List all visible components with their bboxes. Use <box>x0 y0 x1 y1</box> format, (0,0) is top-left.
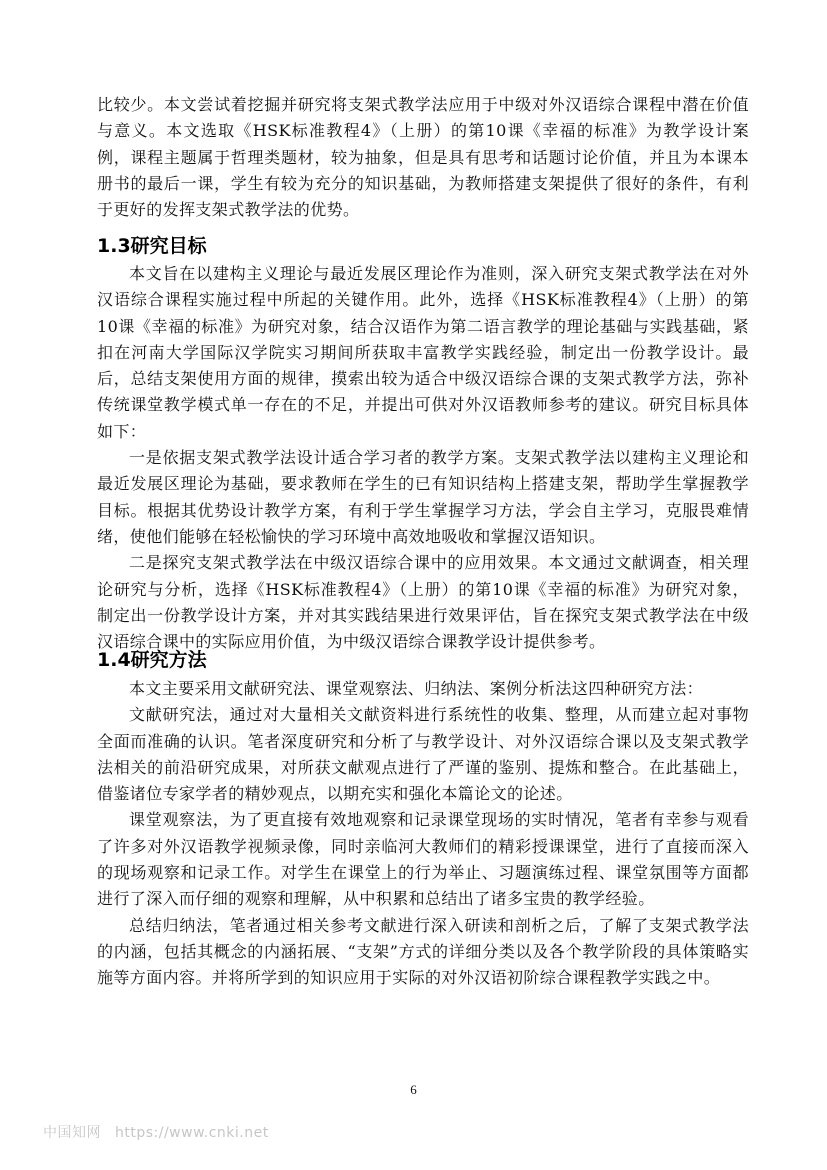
paragraph: 本文旨在以建构主义理论与最近发展区理论作为准则，深入研究支架式教学法在对外汉语综合课程实施过程中所起的关键作用。此外，选择《HSK标准教程4》（上册）的第10课《幸福的标准》为研究对象，结合汉语作为第二语言教学的理论基础与实践基础，紧扣在河南大学国际汉学院实习期间所获取丰富教学实践经验，制定出一份教学设计。最后，总结支架使用方面的规律，摸索出较为适合中级汉语综合课的支架式教学方法，弥补传统课堂教学模式单一存在的不足，并提出可供对外汉语教师参考的建议。研究目标具体如下： <box>97 264 749 441</box>
paragraph: 文献研究法，通过对大量相关文献资料进行系统性的收集、整理，从而建立起对事物全面而准确的认识。笔者深度研究和分析了与教学设计、对外汉语综合课以及支架式教学法相关的前沿研究成果，对所获文献观点进行了严谨的鉴别、提炼和整合。在此基础上，借鉴诸位专家学者的精妙观点，以期充实和强化本篇论文的论述。 <box>97 705 749 804</box>
section-heading-1-4: 1.4研究方法 <box>97 649 207 671</box>
paragraph: 总结归纳法，笔者通过相关参考文献进行深入研读和剖析之后，了解了支架式教学法的内涵，包括其概念的内涵拓展、“支架”方式的详细分类以及各个教学阶段的具体策略实施等方面内容。并将所学到的知识应用于实际的对外汉语初阶综合课程教学实践之中。 <box>97 915 749 988</box>
paragraph: 本文主要采用文献研究法、课堂观察法、归纳法、案例分析法这四种研究方法： <box>129 679 704 698</box>
paragraph: 一是依据支架式教学法设计适合学习者的教学方案。支架式教学法以建构主义理论和最近发展区理论为基础，要求教师在学生的已有知识结构上搭建支架，帮助学生掌握教学目标。根据其优势设计教学方案，有利于学生掌握学习方法，学会自主学习，克服畏难情绪，使他们能够在轻松愉快的学习环境中高效地吸收和掌握汉语知识。 <box>97 448 749 546</box>
paragraph: 二是探究支架式教学法在中级汉语综合课中的应用效果。本文通过文献调查，相关理论研究与分析，选择《HSK标准教程4》（上册）的第10课《幸福的标准》为研究对象，制定出一份教学设计方案，并对其实践结果进行效果评估，旨在探究支架式教学法在中级汉语综合课中的实际应用价值，为中级汉语综合课教学设计提供参考。 <box>97 553 749 652</box>
intro-text-block <box>97 92 749 223</box>
section-heading-1-3: 1.3研究目标 <box>97 235 207 257</box>
paragraph: 课堂观察法，为了更直接有效地观察和记录课堂现场的实时情况，笔者有幸参与观看了许多对外汉语教学视频录像，同时亲临河大教师们的精彩授课课堂，进行了直接而深入的现场观察和记录工作。对学生在课堂上的行为举止、习题演练过程、课堂氛围等方面都进行了深入而仔细的观察和理解，从中积累和总结出了诸多宝贵的教学经验。 <box>97 810 749 909</box>
watermark-brand: 中国知网 <box>43 1125 101 1141</box>
page-number: 6 <box>410 1082 417 1097</box>
cnki-watermark <box>43 1122 269 1142</box>
section-1-4-body <box>97 676 749 992</box>
intro-paragraph: 比较少。本文尝试着挖掘并研究将支架式教学法应用于中级对外汉语综合课程中潜在价值与意义。本文选取《HSK标准教程4》（上册）的第10课《幸福的标准》为教学设计案例，课程主题属于哲理类题材，较为抽象，但是具有思考和话题讨论价值，并且为本课本册书的最后一课，学生有较为充分的知识基础，为教师搭建支架提供了很好的条件，有利于更好的发挥支架式教学法的优势。 <box>97 95 749 220</box>
watermark-url: https://www.cnki.net <box>115 1125 269 1141</box>
section-1-3-body <box>97 261 749 655</box>
